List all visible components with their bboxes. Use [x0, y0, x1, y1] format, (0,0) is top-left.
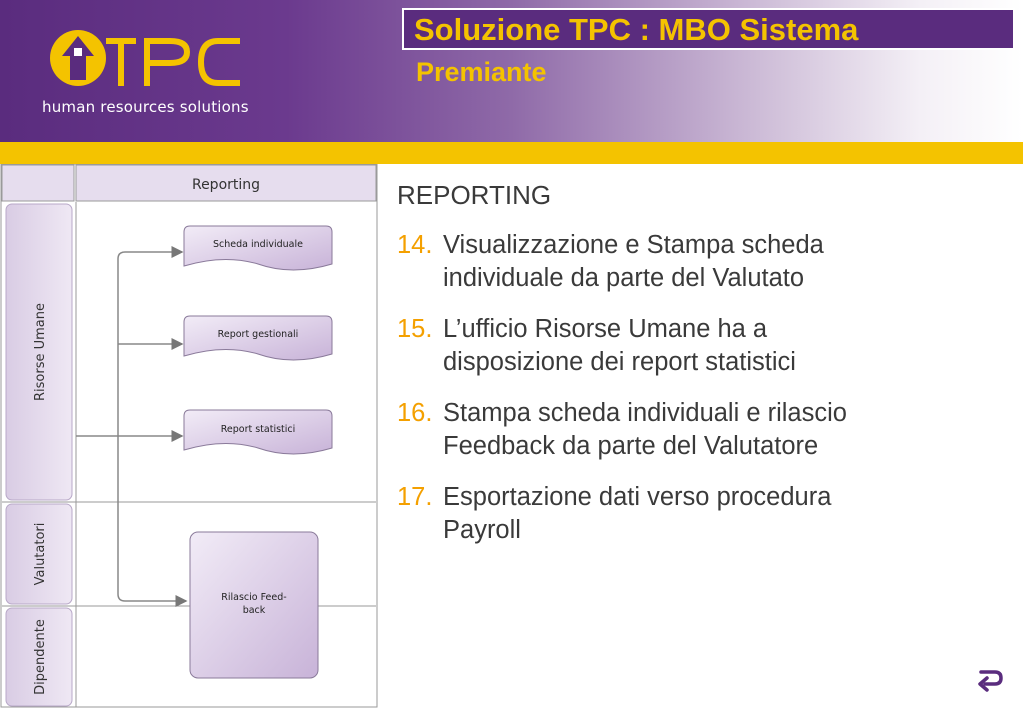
- return-arrow-icon[interactable]: [975, 664, 1005, 694]
- item-text-line: Esportazione dati verso procedura: [443, 483, 832, 511]
- page-title: Soluzione TPC : MBO Sistema: [414, 12, 859, 47]
- section-heading: REPORTING: [397, 180, 552, 210]
- list-item: [397, 481, 997, 547]
- node-label-rilascio-2: back: [242, 605, 266, 616]
- item-number: 17.: [397, 483, 433, 511]
- corner-cell: [2, 165, 74, 201]
- item-text-line: L’ufficio Risorse Umane ha a: [443, 315, 768, 343]
- lane-label-dipendente: Dipendente: [33, 619, 48, 695]
- node-label-report-gestionali: Report gestionali: [217, 329, 299, 340]
- node-label-report-statistici: Report statistici: [220, 424, 296, 435]
- accent-bar: [0, 142, 1023, 164]
- item-number: 14.: [397, 231, 433, 259]
- item-text-line: Feedback da parte del Valutatore: [443, 432, 819, 460]
- node-label-scheda: Scheda individuale: [213, 239, 303, 250]
- item-text-line: individuale da parte del Valutato: [443, 264, 805, 292]
- page-subtitle: Premiante: [416, 57, 547, 87]
- item-text-line: Stampa scheda individuali e rilascio: [443, 399, 847, 427]
- content-panel: [397, 180, 997, 565]
- item-text-line: Payroll: [443, 516, 521, 544]
- item-number: 16.: [397, 399, 433, 427]
- lane-label-risorse-umane: Risorse Umane: [33, 302, 48, 402]
- column-header: Reporting: [191, 177, 261, 193]
- swimlane-diagram: [0, 164, 380, 708]
- node-label-rilascio-1: Rilascio Feed-: [221, 592, 287, 603]
- item-text-line: disposizione dei report statistici: [443, 348, 796, 376]
- list-item: [397, 313, 997, 379]
- list-item: [397, 397, 997, 463]
- logo-tagline: human resources solutions: [42, 98, 249, 116]
- lane-label-valutatori: Valutatori: [33, 522, 48, 586]
- list-item: [397, 229, 997, 295]
- item-text-line: Visualizzazione e Stampa scheda: [443, 231, 824, 259]
- item-number: 15.: [397, 315, 433, 343]
